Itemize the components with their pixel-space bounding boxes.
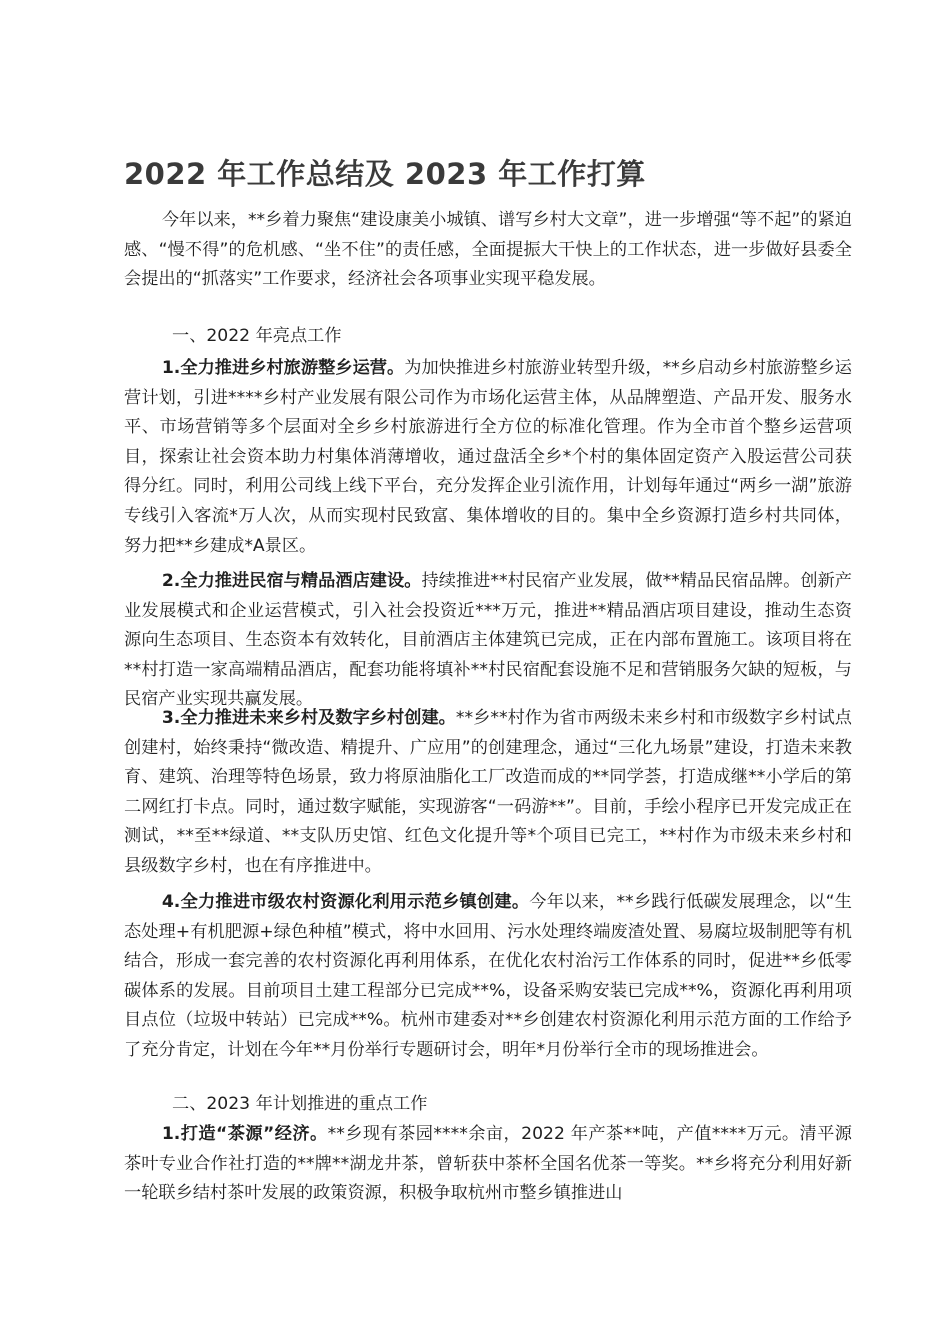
section1-item-3 bbox=[124, 704, 852, 882]
section1-item-1 bbox=[124, 354, 852, 561]
item-lead: 1.全力推进乡村旅游整乡运营。 bbox=[161, 358, 405, 378]
section1-item-2 bbox=[124, 567, 852, 715]
item-lead: 1.打造“茶源”经济。 bbox=[161, 1124, 328, 1144]
document-title: 2022 年工作总结及 2023 年工作打算 bbox=[124, 157, 646, 191]
item-lead: 2.全力推进民宿与精品酒店建设。 bbox=[161, 571, 422, 591]
item-lead: 4.全力推进市级农村资源化利用示范乡镇创建。 bbox=[161, 892, 530, 912]
intro-paragraph: 今年以来，**乡着力聚焦“建设康美小城镇、谱写乡村大文章”，进一步增强“等不起”的紧迫感、“慢不得”的危机感、“坐不住”的责任感，全面提振大干快上的工作状态，进一步做好县委全会提出的“抓落实”工作要求，经济社会各项事业实现平稳发展。 bbox=[124, 210, 852, 290]
item-body: 为加快推进乡村旅游业转型升级，**乡启动乡村旅游整乡运营计划，引进****乡村产业发展有限公司作为市场化运营主体，从品牌塑造、产品开发、服务水平、市场营销等多个层面对全乡乡村旅游进行全方位的标准化管理。作为全市首个整乡运营项目，探索让社会资本助力村集体消薄增收，通过盘活全乡*个村的集体固定资产入股运营公司获得分红。同时，利用公司线上线下平台，充分发挥企业引流作用，计划每年通过“两乡一湖”旅游专线引入客流*万人次，从而实现村民致富、集体增收的目的。集中全乡资源打造乡村共同体，努力把**乡建成*A景区。 bbox=[124, 358, 852, 556]
section1-item-4 bbox=[124, 888, 852, 1066]
item-body: **乡现有茶园****余亩，2022 年产茶**吨，产值****万元。清平源茶叶专业合作社打造的**牌**湖龙井茶，曾斩获中茶杯全国名优茶一等奖。**乡将充分利用好新一轮联乡结村茶叶发展的政策资源，积极争取杭州市整乡镇推进山 bbox=[124, 1124, 852, 1204]
item-lead: 3.全力推进未来乡村及数字乡村创建。 bbox=[161, 708, 456, 728]
section-heading-2: 二、2023 年计划推进的重点工作 bbox=[172, 1094, 428, 1114]
item-body: **乡**村作为省市两级未来乡村和市级数字乡村试点创建村，始终秉持“微改造、精提升、广应用”的创建理念，通过“三化九场景”建设，打造未来教育、建筑、治理等特色场景，致力将原油脂化工厂改造而成的**同学荟，打造成继**小学后的第二网红打卡点。同时，通过数字赋能，实现游客“一码游**”。目前，手绘小程序已开发完成正在测试，**至**绿道、**支队历史馆、红色文化提升等*个项目已完工，**村作为市级未来乡村和县级数字乡村，也在有序推进中。 bbox=[124, 708, 852, 876]
section-heading-1: 一、2022 年亮点工作 bbox=[172, 326, 342, 346]
section2-item-1 bbox=[124, 1120, 852, 1209]
item-body: 今年以来，**乡践行低碳发展理念，以“生态处理+有机肥源+绿色种植”模式，将中水回用、污水处理终端废渣处置、易腐垃圾制肥等有机结合，形成一套完善的农村资源化再利用体系，在优化农村治污工作体系的同时，促进**乡低零碳体系的发展。目前项目土建工程部分已完成**%，设备采购安装已完成**%，资源化再利用项目点位（垃圾中转站）已完成**%。杭州市建委对**乡创建农村资源化利用示范方面的工作给予了充分肯定，计划在今年**月份举行专题研讨会，明年*月份举行全市的现场推进会。 bbox=[124, 892, 852, 1060]
item-body: 持续推进**村民宿产业发展，做**精品民宿品牌。创新产业发展模式和企业运营模式，引入社会投资近***万元，推进**精品酒店项目建设，推动生态资源向生态项目、生态资本有效转化，目前酒店主体建筑已完成，正在内部布置施工。该项目将在**村打造一家高端精品酒店，配套功能将填补**村民宿配套设施不足和营销服务欠缺的短板，与民宿产业实现共赢发展。 bbox=[124, 571, 852, 710]
